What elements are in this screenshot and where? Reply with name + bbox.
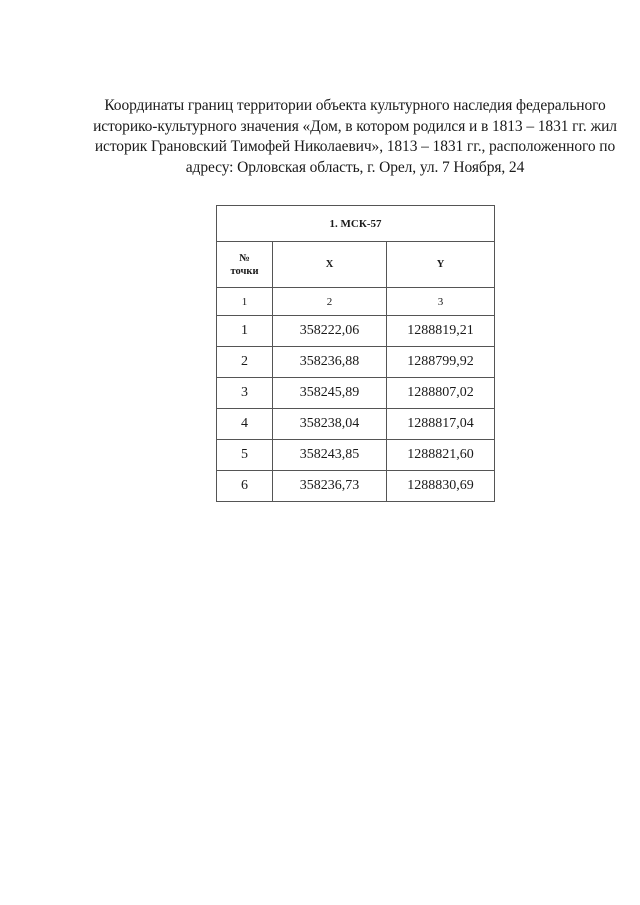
y-coordinate: 1288821,60 <box>387 440 495 471</box>
table-row <box>217 440 495 471</box>
table-row <box>217 471 495 502</box>
table-header-row <box>217 242 495 288</box>
x-coordinate: 358236,73 <box>273 471 387 502</box>
point-number: 1 <box>217 316 273 347</box>
y-header: Y <box>387 242 495 288</box>
x-coordinate: 358222,06 <box>273 316 387 347</box>
coordinates-table <box>216 205 495 502</box>
column-number: 3 <box>387 288 495 316</box>
y-coordinate: 1288807,02 <box>387 378 495 409</box>
y-coordinate: 1288830,69 <box>387 471 495 502</box>
point-number: 4 <box>217 409 273 440</box>
point-number: 2 <box>217 347 273 378</box>
title-line: историко-культурного значения «Дом, в котором родился и в 1813 – 1831 гг. жил <box>93 117 617 135</box>
document-title <box>90 96 620 178</box>
x-coordinate: 358238,04 <box>273 409 387 440</box>
x-header: X <box>273 242 387 288</box>
table-row <box>217 347 495 378</box>
point-number-header-line1: № <box>239 252 250 264</box>
coordinate-system-label: 1. МСК-57 <box>217 206 495 242</box>
title-line: Координаты границ территории объекта культурного наследия федерального <box>104 97 606 114</box>
y-coordinate: 1288799,92 <box>387 347 495 378</box>
title-line: историк Грановский Тимофей Николаевич», 1813 – 1831 гг., расположенного по <box>94 138 616 155</box>
x-coordinate: 358236,88 <box>273 347 387 378</box>
point-number: 5 <box>217 440 273 471</box>
table-row <box>217 409 495 440</box>
y-coordinate: 1288819,21 <box>387 316 495 347</box>
coordinate-system-row <box>217 206 495 242</box>
point-number: 3 <box>217 378 273 409</box>
point-number-header <box>217 242 273 288</box>
point-number-header-line2: точки <box>230 265 259 277</box>
title-line: адресу: Орловская область, г. Орел, ул. 7 Ноября, 24 <box>185 158 525 176</box>
column-number: 1 <box>217 288 273 316</box>
table-row <box>217 378 495 409</box>
x-coordinate: 358245,89 <box>273 378 387 409</box>
y-coordinate: 1288817,04 <box>387 409 495 440</box>
table-row <box>217 316 495 347</box>
column-number: 2 <box>273 288 387 316</box>
point-number: 6 <box>217 471 273 502</box>
column-number-row <box>217 288 495 316</box>
x-coordinate: 358243,85 <box>273 440 387 471</box>
